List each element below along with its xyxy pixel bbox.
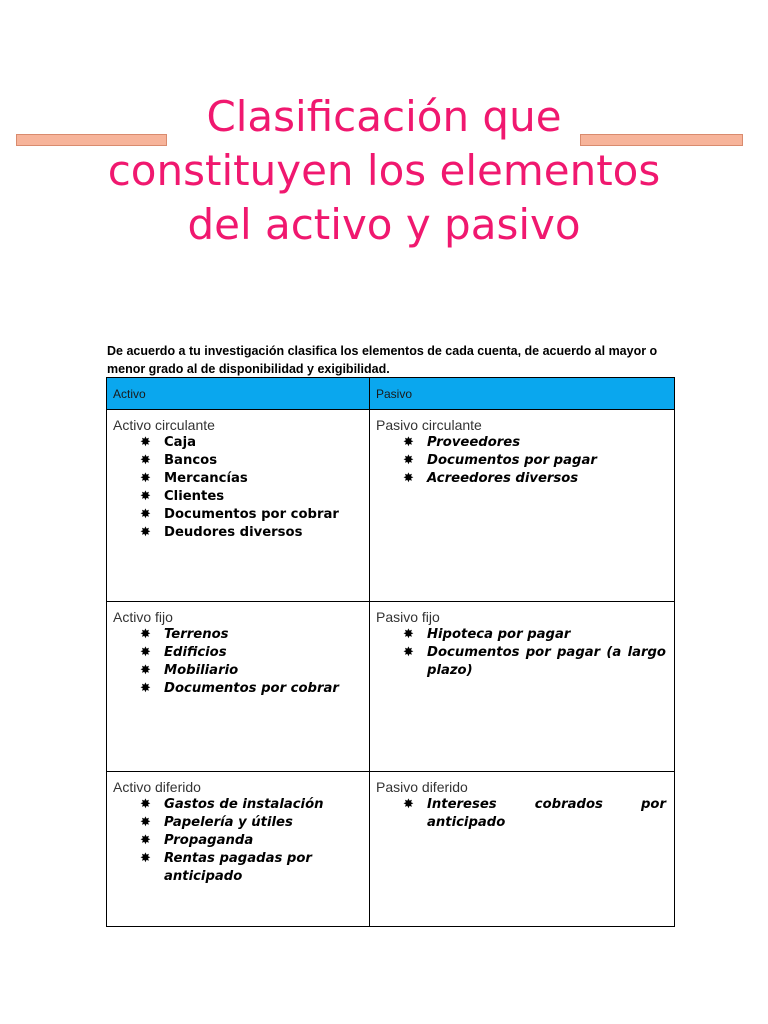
list-item: ✸ Rentas pagadas por anticipado [140, 851, 312, 884]
instructions-text: De acuerdo a tu investigación clasifica los elementos de cada cuenta, de acuerdo al mayor o menor grado al de disponibilidad y exigibilidad. [107, 344, 658, 376]
list-item: ✸ Mobiliario [140, 663, 239, 678]
list-item: ✸ Proveedores [403, 435, 521, 450]
list-item: ✸ Hipoteca por pagar [403, 627, 571, 642]
item-list [376, 434, 668, 488]
accounts-table [106, 377, 675, 927]
list-item: ✸ Mercancías [140, 471, 248, 486]
item-list [113, 626, 363, 698]
item-list [113, 434, 363, 542]
star-burst-icon: ✸ [403, 435, 414, 450]
star-burst-icon: ✸ [140, 525, 151, 540]
list-item: ✸ Caja [140, 435, 196, 450]
list-item: ✸ Documentos por cobrar [140, 507, 339, 522]
star-burst-icon: ✸ [140, 797, 151, 812]
cell-activo-diferido [107, 772, 370, 927]
star-burst-icon: ✸ [140, 627, 151, 642]
cell-pasivo-circulante [370, 410, 675, 602]
star-burst-icon: ✸ [403, 471, 414, 486]
list-item: ✸ Documentos por pagar (a largo plazo) [403, 645, 666, 678]
cell-activo-fijo [107, 602, 370, 772]
star-burst-icon: ✸ [140, 663, 151, 678]
star-burst-icon: ✸ [403, 797, 414, 812]
section-title: Pasivo diferido [376, 779, 468, 795]
table-row [107, 410, 675, 602]
star-burst-icon: ✸ [140, 489, 151, 504]
header-activo: Activo [107, 378, 370, 410]
list-item: ✸ Edificios [140, 645, 227, 660]
star-burst-icon: ✸ [140, 815, 151, 830]
list-item: ✸ Gastos de instalación [140, 797, 324, 812]
section-title: Pasivo fijo [376, 609, 440, 625]
star-burst-icon: ✸ [403, 627, 414, 642]
star-burst-icon: ✸ [403, 453, 414, 468]
list-item: ✸ Papelería y útiles [140, 815, 293, 830]
cell-pasivo-diferido [370, 772, 675, 927]
list-item: ✸ Terrenos [140, 627, 229, 642]
star-burst-icon: ✸ [140, 453, 151, 468]
section-title: Activo circulante [113, 417, 215, 433]
table-row [107, 602, 675, 772]
list-item: ✸ Clientes [140, 489, 225, 504]
star-burst-icon: ✸ [140, 471, 151, 486]
table-row [107, 772, 675, 927]
page-title: Clasificación que constituyen los elementos del activo y pasivo [107, 92, 661, 249]
header-pasivo: Pasivo [370, 378, 675, 410]
section-title: Activo fijo [113, 609, 173, 625]
item-list [376, 796, 668, 832]
section-title: Activo diferido [113, 779, 201, 795]
star-burst-icon: ✸ [140, 851, 151, 866]
cell-activo-circulante [107, 410, 370, 602]
list-item: ✸ Documentos por pagar [403, 453, 597, 468]
cell-pasivo-fijo [370, 602, 675, 772]
star-burst-icon: ✸ [403, 645, 414, 660]
star-burst-icon: ✸ [140, 645, 151, 660]
list-item: ✸ Intereses cobrados por anticipado [403, 797, 666, 830]
star-burst-icon: ✸ [140, 507, 151, 522]
list-item: ✸ Bancos [140, 453, 218, 468]
table-header-row [107, 378, 675, 410]
item-list [113, 796, 363, 886]
item-list [376, 626, 668, 680]
list-item: ✸ Deudores diversos [140, 525, 303, 540]
section-title: Pasivo circulante [376, 417, 482, 433]
star-burst-icon: ✸ [140, 681, 151, 696]
list-item: ✸ Propaganda [140, 833, 254, 848]
list-item: ✸ Documentos por cobrar [140, 681, 339, 696]
star-burst-icon: ✸ [140, 435, 151, 450]
list-item: ✸ Acreedores diversos [403, 471, 579, 486]
star-burst-icon: ✸ [140, 833, 151, 848]
